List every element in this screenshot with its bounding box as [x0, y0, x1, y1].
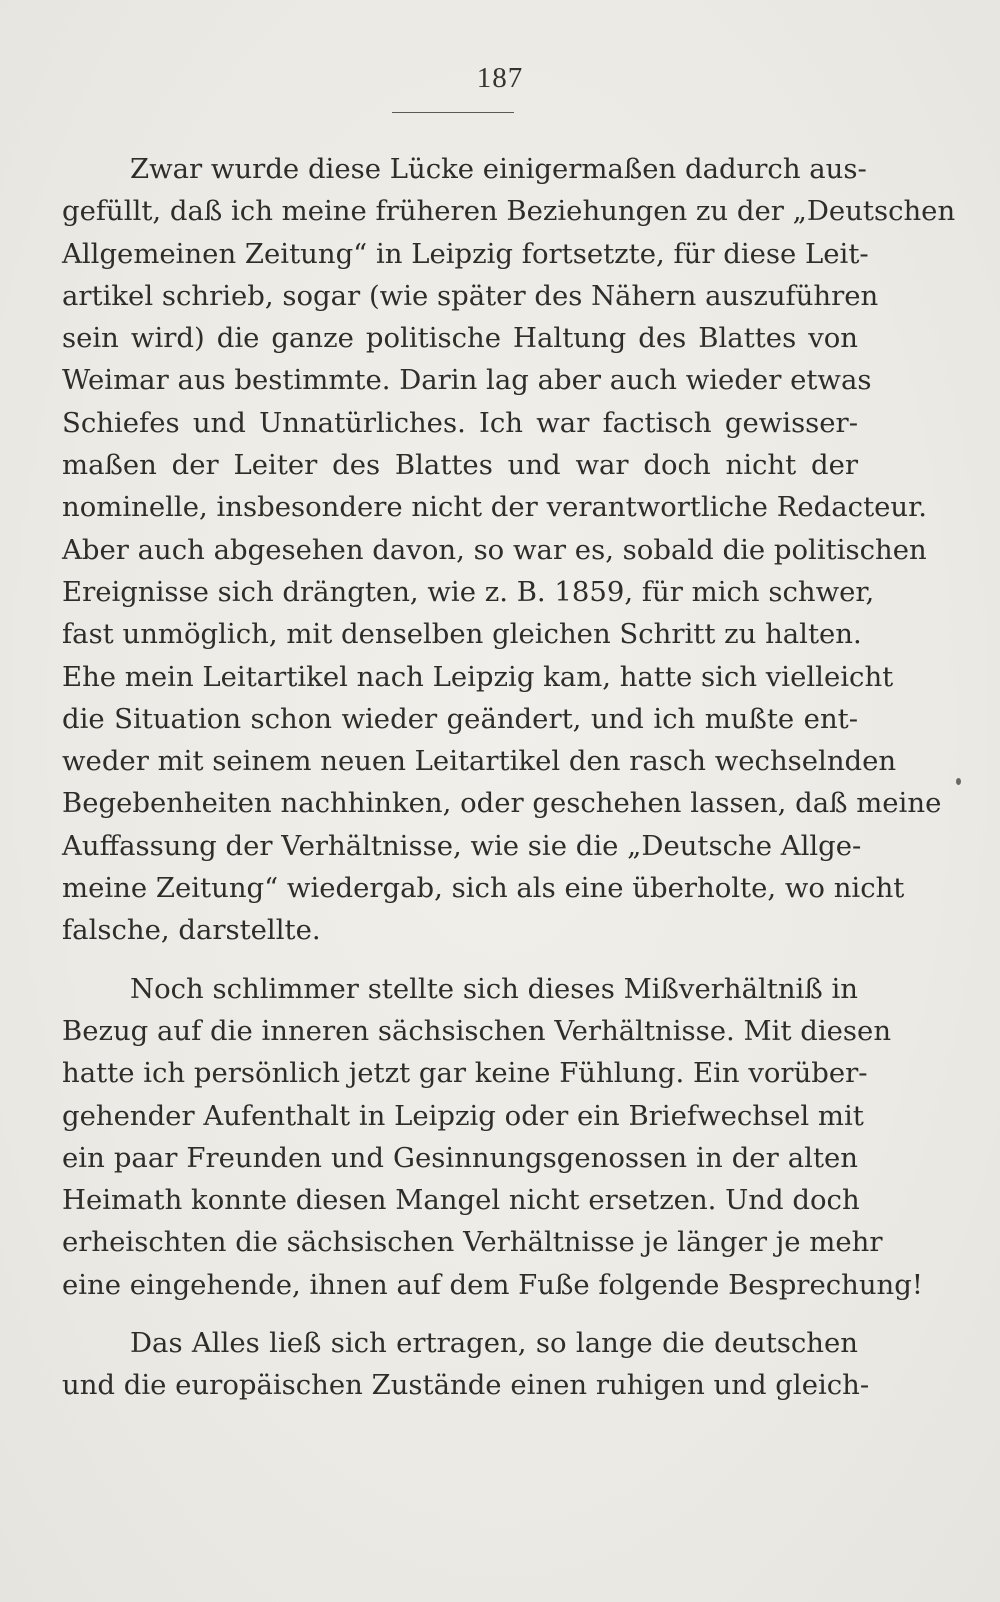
text-line: die Situation schon wieder geändert, und ich mußte ent- [62, 702, 858, 735]
text-line: eine eingehende, ihnen auf dem Fuße folgende Besprechung! [62, 1268, 923, 1301]
paragraph [62, 1322, 870, 1407]
header-rule [392, 112, 514, 113]
text-line: Aber auch abgesehen davon, so war es, sobald die politischen [62, 533, 927, 566]
page-number: 187 [476, 62, 524, 94]
text-line: Das Alles ließ sich ertragen, so lange die deutschen [130, 1327, 858, 1360]
text-line: weder mit seinem neuen Leitartikel den rasch wechselnden [62, 745, 897, 778]
text-line: Schiefes und Unnatürliches. Ich war factisch gewisser- [62, 406, 858, 439]
text-line: Ereignisse sich drängten, wie z. B. 1859, für mich schwer, [62, 575, 875, 608]
text-line: meine Zeitung“ wiedergab, sich als eine überholte, wo nicht [62, 872, 905, 905]
text-line: Noch schlimmer stellte sich dieses Mißverhältniß in [130, 972, 858, 1005]
text-line: Auffassung der Verhältnisse, wie sie die „Deutsche Allge- [62, 829, 862, 862]
text-line: sein wird) die ganze politische Haltung des Blattes von [62, 322, 858, 355]
text-line: hatte ich persönlich jetzt gar keine Fühlung. Ein vorüber- [62, 1057, 868, 1090]
text-line: Zwar wurde diese Lücke einigermaßen dadurch aus- [130, 153, 867, 185]
text-line: Weimar aus bestimmte. Darin lag aber auch wieder etwas [62, 364, 872, 397]
text-line: ein paar Freunden und Gesinnungsgenossen in der alten [62, 1141, 858, 1174]
paragraph [62, 968, 923, 1306]
paragraph-gap [62, 952, 858, 968]
text-line: gefüllt, daß ich meine früheren Beziehungen zu der „Deutschen [62, 195, 956, 228]
body-text [62, 148, 956, 1407]
paragraph [62, 148, 956, 952]
text-line: maßen der Leiter des Blattes und war doch nicht der [62, 449, 858, 482]
text-line: artikel schrieb, sogar (wie später des Nähern auszuführen [62, 279, 879, 312]
text-line: Allgemeinen Zeitung“ in Leipzig fortsetzte, für diese Leit- [62, 237, 869, 270]
page-header [0, 62, 1000, 95]
text-line: Bezug auf die inneren sächsischen Verhältnisse. Mit diesen [62, 1014, 892, 1047]
paragraph-gap [62, 1306, 858, 1322]
text-line: und die europäischen Zustände einen ruhigen und gleich- [62, 1369, 870, 1402]
text-line: fast unmöglich, mit denselben gleichen Schritt zu halten. [62, 618, 862, 651]
text-line: Begebenheiten nachhinken, oder geschehen lassen, daß meine [62, 787, 942, 820]
text-line: Ehe mein Leitartikel nach Leipzig kam, hatte sich vielleicht [62, 660, 894, 693]
text-line: falsche, darstellte. [62, 914, 321, 947]
text-line: nominelle, insbesondere nicht der verantwortliche Redacteur. [62, 491, 927, 524]
text-line: gehender Aufenthalt in Leipzig oder ein Briefwechsel mit [62, 1099, 864, 1132]
print-speck [956, 778, 961, 785]
text-line: erheischten die sächsischen Verhältnisse je länger je mehr [62, 1226, 883, 1259]
text-line: Heimath konnte diesen Mangel nicht ersetzen. Und doch [62, 1184, 860, 1217]
